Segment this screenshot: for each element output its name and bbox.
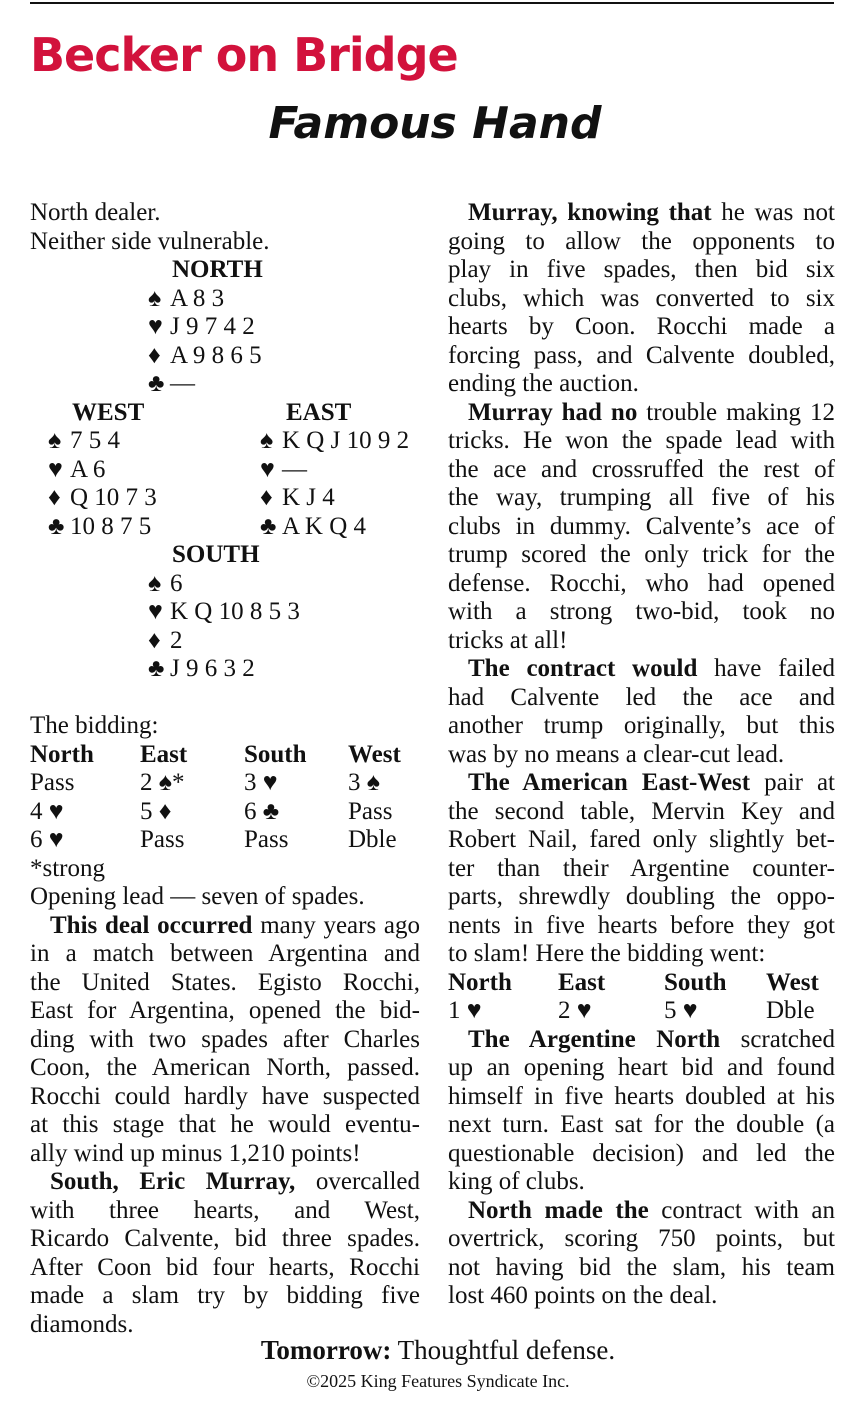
right-article-text-a xyxy=(448,199,835,969)
opening-lead: Opening lead — seven of spades. xyxy=(30,883,365,910)
north-clubs: ♣ — xyxy=(148,370,195,397)
paragraph-line xyxy=(30,1111,420,1140)
paragraph-line xyxy=(30,1026,420,1055)
paragraph-text: have failed xyxy=(714,655,835,682)
spade-icon: ♠ xyxy=(148,284,162,312)
paragraph-line xyxy=(30,1083,420,1112)
south-spades: ♠ 6 xyxy=(148,569,183,597)
paragraph-line xyxy=(448,741,835,770)
west-hearts: ♥ A 6 xyxy=(48,455,106,483)
bid-cell: Pass xyxy=(30,769,75,796)
south-hearts: ♥ K Q 10 8 5 3 xyxy=(148,598,300,625)
diamond-icon: ♦ xyxy=(148,341,161,369)
diamond-icon: ♦ xyxy=(148,626,161,654)
paragraph-line xyxy=(30,1282,420,1311)
paragraph-text: tricks at all! xyxy=(448,626,568,654)
paragraph-line xyxy=(448,228,835,257)
paragraph-line xyxy=(448,655,835,684)
paragraph-text: the way, trumping all five of his xyxy=(448,484,835,511)
south-label: SOUTH xyxy=(172,541,260,568)
paragraph-text: the ace and crossruffed the rest of xyxy=(448,455,835,483)
paragraph-line xyxy=(448,940,835,969)
bidding2-row xyxy=(448,997,835,1026)
left-article-text xyxy=(30,912,420,1340)
paragraph-text: lost 460 points on the deal. xyxy=(448,1282,718,1309)
bid-cell: 5 ♦ xyxy=(140,797,172,825)
bidding-header: South xyxy=(664,968,727,996)
paragraph-line xyxy=(448,1168,835,1197)
paragraph-text: up an opening heart bid and found xyxy=(448,1054,835,1081)
heart-icon: ♥ xyxy=(148,313,163,340)
bid-cell: Dble xyxy=(348,826,397,853)
tomorrow-teaser xyxy=(0,1335,862,1366)
heart-icon: ♥ xyxy=(48,455,63,483)
paragraph-text: going to allow the opponents to xyxy=(448,227,835,255)
article-paragraph xyxy=(30,1168,420,1339)
east-hearts: ♥ — xyxy=(260,455,307,483)
bid-cell: 3 ♠ xyxy=(348,769,381,796)
bidding-footnote: *strong xyxy=(30,854,105,882)
paragraph-text: he was not xyxy=(721,199,835,226)
paragraph-text: trouble making 12 xyxy=(646,398,836,426)
paragraph-line xyxy=(448,285,835,314)
paragraph-line xyxy=(30,969,420,998)
paragraph-line xyxy=(448,855,835,884)
paragraph-line xyxy=(30,1225,420,1254)
bid-cell: 6 ♣ xyxy=(244,797,280,825)
spade-icon: ♠ xyxy=(260,427,274,454)
paragraph-line xyxy=(448,1197,835,1226)
column-subtitle: Famous Hand xyxy=(268,98,602,149)
paragraph-line xyxy=(448,456,835,485)
paragraph-text: Coon, the American North, passed. xyxy=(30,1054,420,1081)
paragraph-text: ally wind up minus 1,210 points! xyxy=(30,1139,361,1167)
right-column xyxy=(448,199,835,1311)
paragraph-line xyxy=(30,912,420,941)
bid-cell: 2 ♠* xyxy=(140,769,185,796)
article-paragraph xyxy=(448,1197,835,1311)
paragraph-line xyxy=(30,1197,420,1226)
south-diamonds: ♦ 2 xyxy=(148,626,183,654)
dealer-line: North dealer. xyxy=(30,199,161,226)
paragraph-text: next turn. East sat for the double (a xyxy=(448,1111,835,1138)
paragraph-text: to slam! Here the bidding went: xyxy=(448,940,766,967)
bidding-header: North xyxy=(448,968,512,996)
club-icon: ♣ xyxy=(48,512,65,540)
bidding-row xyxy=(30,826,420,855)
paragraph-line xyxy=(448,1254,835,1283)
paragraph-text: scratched xyxy=(740,1025,835,1053)
bid-cell: Dble xyxy=(766,997,815,1024)
paragraph-text: himself in five hearts doubled at his xyxy=(448,1082,835,1110)
heart-icon: ♥ xyxy=(148,598,163,625)
article-paragraph xyxy=(448,655,835,769)
paragraph-line xyxy=(448,712,835,741)
east-spades: ♠ K Q J 10 9 2 xyxy=(260,427,410,454)
deal-diagram xyxy=(30,256,420,712)
club-icon: ♣ xyxy=(148,370,165,397)
paragraph-line xyxy=(448,826,835,855)
paragraph-text: with a strong two-bid, took no xyxy=(448,598,835,625)
paragraph-line xyxy=(448,513,835,542)
north-spades: ♠ A 8 3 xyxy=(148,284,225,312)
column-masthead: Becker on Bridge xyxy=(30,28,458,82)
bid-cell: 1 ♥ xyxy=(448,997,482,1024)
paragraph-text: not having bid the slam, his team xyxy=(448,1253,835,1281)
paragraph-text: parts, shrewdly doubling the oppo- xyxy=(448,883,835,910)
paragraph-line xyxy=(448,427,835,456)
paragraph-text: had Calvente led the ace and xyxy=(448,683,835,711)
paragraph-line xyxy=(448,399,835,428)
paragraph-line xyxy=(448,627,835,656)
top-rule xyxy=(30,2,834,4)
paragraph-text: in a match between Argentina and xyxy=(30,940,420,967)
left-column xyxy=(30,199,420,1339)
paragraph-text: trump scored the only trick for the xyxy=(448,541,835,568)
paragraph-line xyxy=(30,997,420,1026)
diamond-icon: ♦ xyxy=(260,484,273,511)
paragraph-line xyxy=(448,684,835,713)
paragraph-lead: The contract would xyxy=(468,655,698,682)
east-clubs: ♣ A K Q 4 xyxy=(260,512,367,540)
paragraph-text: pair at xyxy=(764,769,835,796)
paragraph-text: many years ago xyxy=(260,911,420,939)
article-paragraph xyxy=(448,1026,835,1197)
paragraph-line xyxy=(448,484,835,513)
paragraph-line xyxy=(448,1054,835,1083)
west-clubs: ♣ 10 8 7 5 xyxy=(48,512,152,540)
paragraph-line xyxy=(448,1083,835,1112)
paragraph-line xyxy=(448,1282,835,1311)
paragraph-text: king of clubs. xyxy=(448,1168,585,1195)
paragraph-lead: The American East-West xyxy=(468,769,751,796)
bidding-header: South xyxy=(244,740,307,768)
bid-cell: Pass xyxy=(140,826,185,853)
paragraph-text: Rocchi could hardly have suspected xyxy=(30,1082,420,1110)
bidding2-header-row xyxy=(448,969,835,998)
spade-icon: ♠ xyxy=(48,427,62,454)
paragraph-line xyxy=(448,883,835,912)
east-label: EAST xyxy=(286,398,352,426)
paragraph-line xyxy=(448,541,835,570)
paragraph-text: the second table, Mervin Key and xyxy=(448,797,835,825)
paragraph-text: with three hearts, and West, xyxy=(30,1196,420,1224)
paragraph-text: nents in five hearts before they got xyxy=(448,911,835,939)
article-paragraph xyxy=(30,912,420,1169)
diamond-icon: ♦ xyxy=(48,484,61,511)
paragraph-text: ending the auction. xyxy=(448,370,639,397)
article-paragraph xyxy=(448,399,835,656)
west-diamonds: ♦ Q 10 7 3 xyxy=(48,484,157,511)
paragraph-text: made a slam try by bidding five xyxy=(30,1282,420,1309)
bid-cell: Pass xyxy=(348,797,393,825)
paragraph-line xyxy=(448,769,835,798)
paragraph-lead: North made the xyxy=(468,1196,649,1224)
paragraph-line xyxy=(448,798,835,827)
paragraph-lead: Murray had no xyxy=(468,398,638,426)
paragraph-text: questionable decision) and led the xyxy=(448,1139,835,1167)
bidding-header: West xyxy=(348,740,401,768)
paragraph-text: contract with an xyxy=(661,1196,836,1224)
paragraph-text: was by no means a clear-cut lead. xyxy=(448,740,785,768)
west-spades: ♠ 7 5 4 xyxy=(48,427,120,454)
paragraph-line xyxy=(30,1168,420,1197)
tomorrow-label: Tomorrow: xyxy=(260,1335,392,1365)
paragraph-line xyxy=(448,912,835,941)
bidding-header-row xyxy=(30,741,420,770)
bidding-label: The bidding: xyxy=(30,712,159,739)
bid-cell: 6 ♥ xyxy=(30,826,64,853)
paragraph-line xyxy=(30,940,420,969)
paragraph-text: overtrick, scoring 750 points, but xyxy=(448,1225,835,1252)
bid-cell: 2 ♥ xyxy=(558,997,592,1024)
paragraph-text: at this stage that he would eventu- xyxy=(30,1111,420,1138)
west-label: WEST xyxy=(72,398,145,426)
club-icon: ♣ xyxy=(260,512,277,540)
paragraph-text: forcing pass, and Calvente doubled, xyxy=(448,341,835,369)
paragraph-text: Ricardo Calvente, bid three spades. xyxy=(30,1225,420,1252)
paragraph-text: ding with two spades after Charles xyxy=(30,1025,420,1053)
bid-cell: 4 ♥ xyxy=(30,797,64,825)
east-diamonds: ♦ K J 4 xyxy=(260,484,335,511)
club-icon: ♣ xyxy=(148,655,165,682)
south-clubs: ♣ J 9 6 3 2 xyxy=(148,655,255,682)
copyright: ©2025 King Features Syndicate Inc. xyxy=(306,1371,570,1391)
paragraph-line xyxy=(30,1254,420,1283)
paragraph-line xyxy=(448,256,835,285)
paragraph-text: ter than their Argentine counter- xyxy=(448,854,835,882)
article-paragraph xyxy=(448,769,835,969)
paragraph-line xyxy=(448,598,835,627)
north-diamonds: ♦ A 9 8 6 5 xyxy=(148,341,262,369)
paragraph-text: another trump originally, but this xyxy=(448,712,835,739)
spade-icon: ♠ xyxy=(148,569,162,597)
paragraph-line xyxy=(448,313,835,342)
heart-icon: ♥ xyxy=(260,455,275,483)
paragraph-lead: Murray, knowing that xyxy=(468,199,712,226)
right-article-text-b xyxy=(448,1026,835,1311)
article-paragraph xyxy=(448,199,835,399)
paragraph-line xyxy=(448,1225,835,1254)
paragraph-line xyxy=(448,342,835,371)
paragraph-text: East for Argentina, opened the bid- xyxy=(30,997,420,1024)
paragraph-text: hearts by Coon. Rocchi made a xyxy=(448,313,835,340)
paragraph-text: diamonds. xyxy=(30,1310,134,1338)
paragraph-lead: This deal occurred xyxy=(50,911,253,939)
bidding-row xyxy=(30,798,420,827)
paragraph-line xyxy=(448,370,835,399)
paragraph-line xyxy=(448,199,835,228)
paragraph-line xyxy=(448,1026,835,1055)
bidding-header: East xyxy=(140,740,188,768)
paragraph-text: clubs, which was converted to six xyxy=(448,284,835,312)
paragraph-text: defense. Rocchi, who had opened xyxy=(448,569,835,597)
bid-cell: Pass xyxy=(244,826,289,853)
paragraph-lead: The Argentine North xyxy=(468,1025,721,1053)
paragraph-lead: South, Eric Murray, xyxy=(50,1168,296,1195)
north-hearts: ♥ J 9 7 4 2 xyxy=(148,313,255,340)
paragraph-line xyxy=(448,1111,835,1140)
paragraph-line xyxy=(30,1140,420,1169)
bidding-header: East xyxy=(558,968,606,996)
paragraph-line xyxy=(30,1054,420,1083)
paragraph-text: the United States. Egisto Rocchi, xyxy=(30,968,420,996)
paragraph-text: tricks. He won the spade lead with xyxy=(448,427,835,454)
north-label: NORTH xyxy=(172,256,263,283)
bidding-row xyxy=(30,769,420,798)
bidding-header: North xyxy=(30,740,94,768)
paragraph-text: play in five spades, then bid six xyxy=(448,256,835,283)
paragraph-line xyxy=(448,1140,835,1169)
paragraph-text: clubs in dummy. Calvente’s ace of xyxy=(448,512,835,540)
vulnerability-line: Neither side vulnerable. xyxy=(30,227,270,255)
paragraph-text: Robert Nail, fared only slightly bet- xyxy=(448,826,835,853)
bid-cell: 3 ♥ xyxy=(244,769,278,796)
paragraph-text: overcalled xyxy=(315,1168,420,1195)
bidding-header: West xyxy=(766,968,819,996)
paragraph-text: After Coon bid four hearts, Rocchi xyxy=(30,1253,420,1281)
paragraph-line xyxy=(448,570,835,599)
bid-cell: 5 ♥ xyxy=(664,997,698,1024)
tomorrow-text: Thoughtful defense. xyxy=(397,1335,616,1365)
